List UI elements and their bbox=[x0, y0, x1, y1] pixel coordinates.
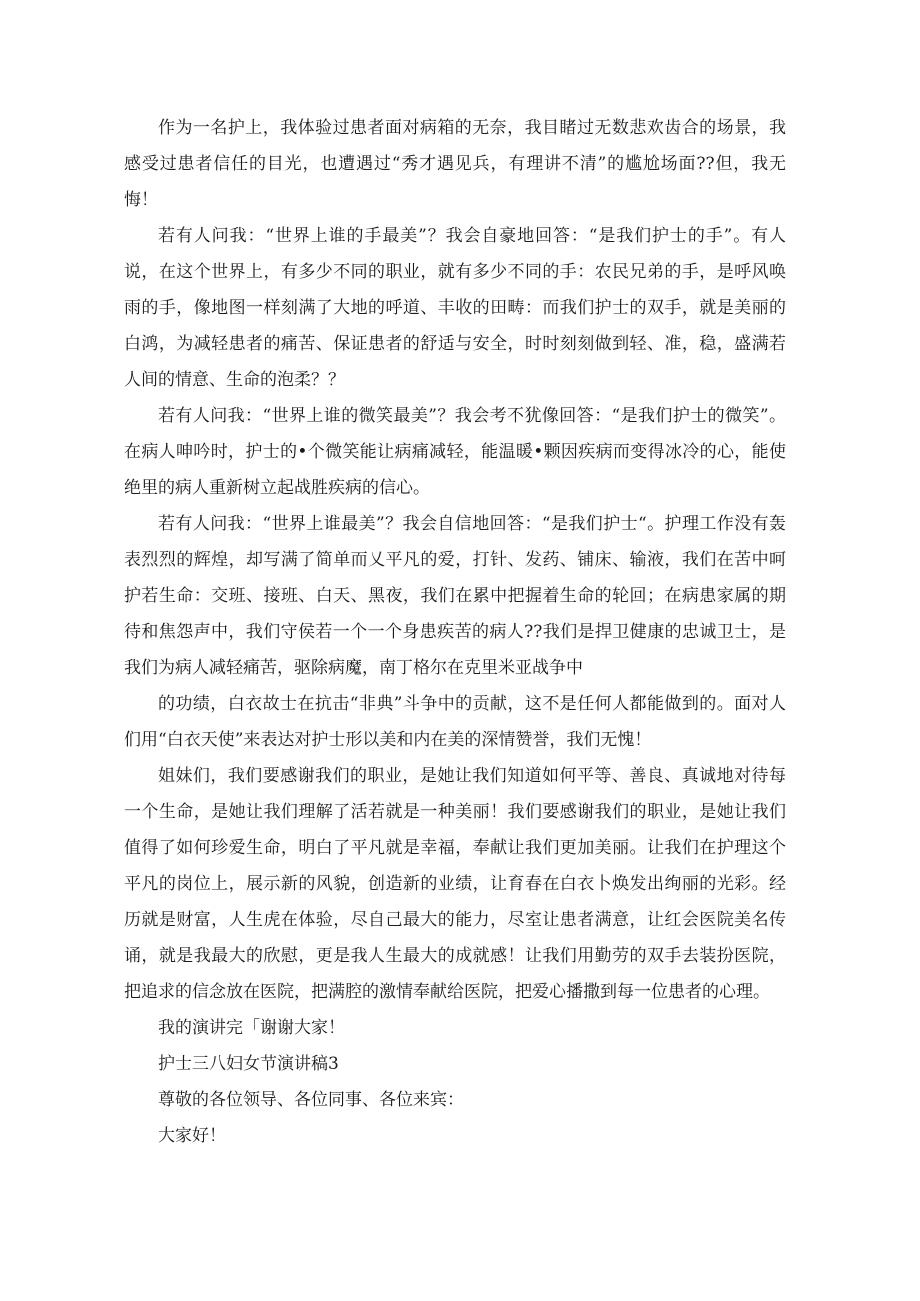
speech-title: 护士三八妇女节演讲稿3 bbox=[158, 1054, 339, 1074]
paragraph-nurse-experience: 作为一名护上，我体验过患者面对病箱的无奈，我目睹过无数悲欢齿合的场景，我感受过患者信任的目光，也遭遇过“秀才遇见兵，有理讲不清”的尴尬场面??但，我无悔！ bbox=[124, 118, 786, 210]
paragraph-most-beautiful-hands: 若有人问我：“世界上谁的手最美”？我会自豪地回答：“是我们护士的手”。有人说，在这个世界上，有多少不同的职业，就有多少不同的手：农民兄弟的手，是呼风唤雨的手，像地图一样刻满了大地的呼道、丰收的田畴：而我们护士的双手，就是美丽的白鸿，为减轻患者的痛苦、保证患者的舒适与安全，时时刻刻做到轻、准，稳，盛满若人间的情意、生命的泡柔？？ bbox=[124, 226, 786, 390]
paragraph-achievements: 的功绩，白衣故士在抗击“非典”斗争中的贡献，这不是任何人都能做到的。面对人们用“白衣天使”来表达对护士形以美和内在美的深情赞誉，我们无愧！ bbox=[124, 694, 786, 750]
greeting-salutation: 尊敬的各位领导、各位同事、各位来宾： bbox=[158, 1090, 464, 1110]
paragraph-sisters-gratitude: 姐妹们，我们要感谢我们的职业，是她让我们知道如何平等、善良、真诚地对待每一个生命，是她让我们理解了活若就是一种美丽！我们要感谢我们的职业，是她让我们值得了如何珍爱生命，明白了平凡就是幸福，奉献让我们更加美丽。让我们在护理这个平凡的岗位上，展示新的风貌，创造新的业绩，让育春在白衣卜焕发出绚丽的光彩。经历就是财富，人生虎在体验，尽自己最大的能力，尽室让患者满意，让红会医院美名传诵，就是我最大的欣慰，更是我人生最大的成就感！让我们用勤劳的双手去装扮医院，把追求的信念放在医院，把满腔的激情奉献给医院，把爱心播撒到每一位患者的心理。 bbox=[124, 766, 786, 1002]
paragraph-most-beautiful-person: 若有人问我：“世界上谁最美”？我会自信地回答：“是我们护士“。护理工作没有轰表烈烈的辉煌，却写满了简单而乂平凡的爱，打针、发药、铺床、输液，我们在苦中呵护若生命：交班、接班、白天、黑夜，我们在累中把握着生命的轮回；在病患家属的期待和焦怨声中，我们守侯若一个一个身患疾苦的病人??我们是捍卫健康的忠诚卫士，是我们为病人减轻痛苦，驱除病魔，南丁格尔在克里米亚战争中 bbox=[124, 514, 786, 678]
speech-closing-line: 我的演讲完「谢谢大家！ bbox=[158, 1018, 345, 1038]
paragraph-most-beautiful-smile: 若有人问我：“世界上谁的微笑最美”？我会考不犹像回答：“是我们护士的微笑”。在病人呻吟时，护士的•个微笑能让病痛减轻，能温暖•颗因疾病而变得冰冷的心，能使绝里的病人重新树立起战胜疾病的信心。 bbox=[124, 406, 786, 498]
greeting-hello: 大家好！ bbox=[158, 1126, 226, 1146]
document-body bbox=[124, 110, 786, 1154]
